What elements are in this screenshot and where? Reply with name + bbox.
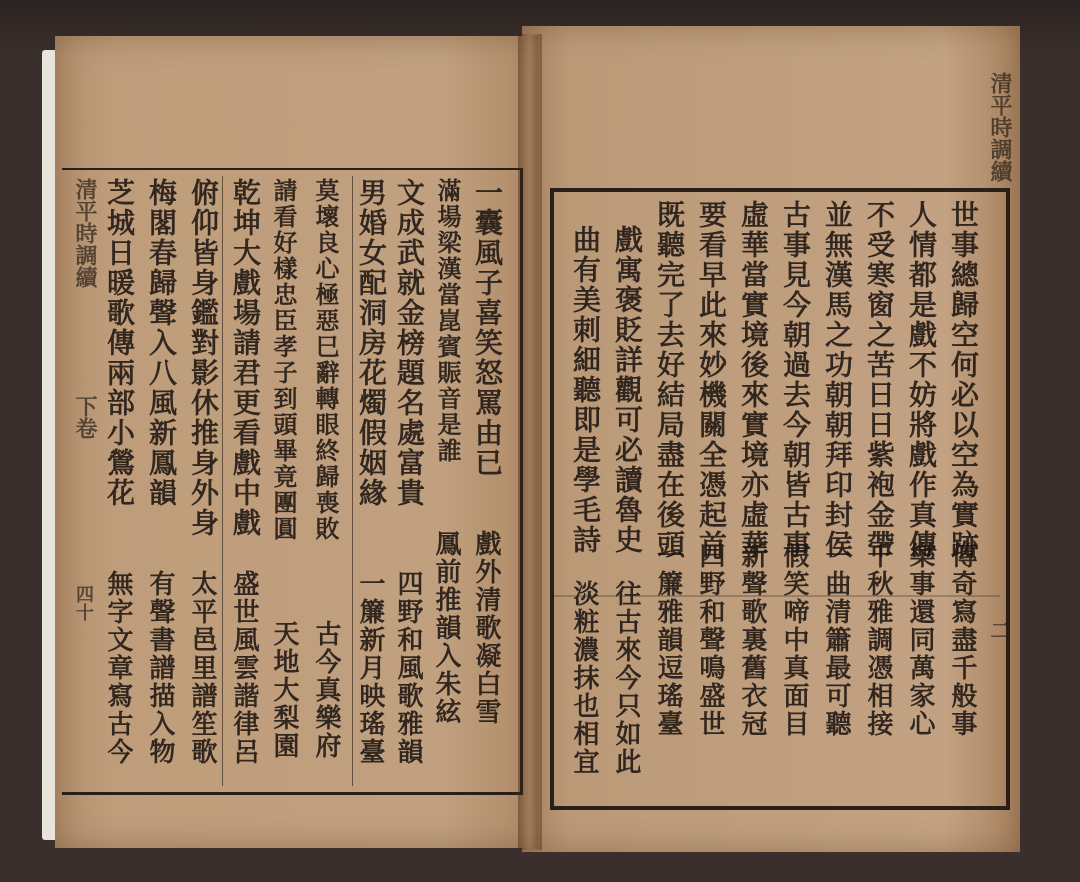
right-margin-number: 二 xyxy=(987,620,1011,640)
text-column: 莫壞良心極惡巳辭轉眼終歸喪敗 xyxy=(311,178,340,542)
text-column: 人情都是戲不妨將戲作真傳 xyxy=(905,200,938,560)
couplet-column: 一簾雅韻逗瑤臺 xyxy=(653,542,683,738)
couplet-column: 鳳前推韻入朱絃 xyxy=(431,530,461,726)
text-column: 要看早此來妙機關全憑起首 xyxy=(695,200,728,560)
left-page-number: 四十 xyxy=(73,585,94,621)
couplet-column: 一曲清簫最可聽 xyxy=(821,542,851,738)
text-column: 文成武就金榜題名處富貴 xyxy=(393,178,426,508)
couplet-column: 有聲書譜描入物 xyxy=(145,570,175,766)
couplet-column: 淡粧濃抹也相宜 xyxy=(569,580,599,776)
couplet-column: 太平邑里譜笙歌 xyxy=(187,570,217,766)
text-column: 並無漢馬之功朝朝拜印封侯 xyxy=(821,200,854,560)
text-column: 滿場梁漢當崑賓賑音是誰 xyxy=(433,178,462,464)
right-margin-title: 清平時調續 xyxy=(987,72,1013,182)
couplet-column: 新聲歌裏舊衣冠 xyxy=(737,542,767,738)
couplet-column: 假笑啼中真面目 xyxy=(779,542,809,738)
text-column: 芝城日暖歌傳兩部小鶯花 xyxy=(103,178,136,508)
couplet-column: 四野和聲鳴盛世 xyxy=(695,542,725,738)
couplet-column: 樂事還同萬家心 xyxy=(905,542,935,738)
couplet-column: 千秋雅調憑相接 xyxy=(863,542,893,738)
text-column: 曲有美刺細聽即是學毛詩 xyxy=(569,225,602,555)
text-column: 既聽完了去好結局盡在後頭 xyxy=(653,200,686,560)
text-column: 乾坤大戲場請君更看戲中戲 xyxy=(229,178,262,538)
text-column: 請看好樣忠臣孝子到頭畢竟團圓 xyxy=(269,178,298,542)
text-column: 俯仰皆身鑑對影休推身外身 xyxy=(187,178,220,538)
text-column: 戲寓褒貶詳觀可必讀魯史 xyxy=(611,225,644,555)
couplet-column: 一簾新月映瑤臺 xyxy=(355,570,385,766)
column-rule xyxy=(352,176,353,786)
couplet-column: 戲外清歌凝白雪 xyxy=(471,530,501,726)
left-margin-title: 清平時調續 xyxy=(72,178,98,288)
text-column: 男婚女配洞房花燭假姻緣 xyxy=(355,178,388,508)
couplet-column: 四野和風歌雅韻 xyxy=(393,570,423,766)
left-margin-juan: 下卷 xyxy=(72,395,98,439)
column-rule xyxy=(222,176,223,786)
text-column: 古事見今朝過去今朝皆古事 xyxy=(779,200,812,560)
couplet-column: 往古來今只如此 xyxy=(611,580,641,776)
couplet-column: 盛世風雲諧律呂 xyxy=(229,570,259,766)
couplet-column: 天地大梨園 xyxy=(269,620,299,760)
couplet-column: 傳奇寫盡千般事 xyxy=(947,542,977,738)
text-column: 世事總歸空何必以空為實跡 xyxy=(947,200,980,560)
text-column: 一囊風子喜笑怒罵由已 xyxy=(471,178,504,478)
text-column: 虛華當實境後來實境亦虛華 xyxy=(737,200,770,560)
couplet-column: 古今真樂府 xyxy=(311,620,341,760)
text-column: 梅閣春歸聲入八風新鳳韻 xyxy=(145,178,178,508)
text-column: 不受寒窗之苦日日紫袍金帶 xyxy=(863,200,896,560)
couplet-column: 無字文章寫古今 xyxy=(103,570,133,766)
book-gutter xyxy=(518,34,542,850)
